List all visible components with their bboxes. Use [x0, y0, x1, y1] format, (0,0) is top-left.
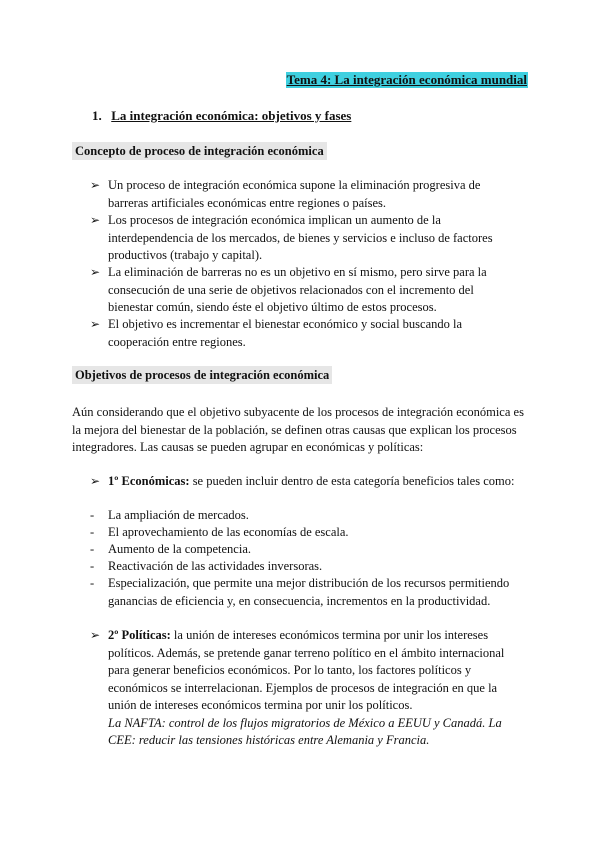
document-title: Tema 4: La integración económica mundial: [286, 72, 527, 87]
bullet-text: Un proceso de integración económica supone la eliminación progresiva de barreras artificiales económicas entre regiones o países.: [108, 178, 481, 210]
list-item-text: El aprovechamiento de las economías de escala.: [108, 525, 349, 539]
dash-bullet-icon: -: [90, 542, 95, 556]
list-item-text: La ampliación de mercados.: [108, 508, 249, 522]
dash-bullet-icon: -: [90, 559, 95, 573]
arrow-bullet-icon: ➢: [90, 178, 101, 192]
heading-number: 1.: [92, 108, 102, 123]
bullet-body: la unión de intereses económicos termina por unir los intereses políticos. Además, se pretende ganar terreno político en el ámbito internacional para generar beneficios económicos. Por lo tanto, los factores políticos y económicos se interrelacionan. Ejemplos de procesos de integración en que la unión de intereses económicos termina por unir los políticos.: [108, 628, 505, 712]
bullet-label: 1º Económicas:: [108, 474, 190, 488]
dash-bullet-icon: -: [90, 525, 95, 539]
subsection-heading-objetivos: Objetivos de procesos de integración económica: [72, 366, 332, 384]
arrow-bullet-icon: ➢: [90, 213, 101, 227]
list-item-text: Especialización, que permite una mejor distribución de los recursos permitiendo ganancias de eficiencia y, en consecuencia, incrementos en la productividad.: [108, 576, 510, 608]
bullet-body: se pueden incluir dentro de esta categoría beneficios tales como:: [189, 474, 515, 488]
bullet-text: [108, 473, 520, 491]
bullet-label: 2º Políticas:: [108, 628, 171, 642]
arrow-bullet-icon: ➢: [90, 628, 101, 642]
bullet-item: [90, 316, 520, 351]
bullet-politicas: [90, 627, 520, 750]
dash-bullet-icon: -: [90, 508, 95, 522]
bullet-text: La eliminación de barreras no es un objetivo en sí mismo, pero sirve para la consecución de una serie de objetivos relacionados con el incremento del bienestar común, siendo éste el objetivo último de estos procesos.: [108, 265, 487, 314]
arrow-bullet-icon: ➢: [90, 474, 101, 488]
examples-text: La NAFTA: control de los flujos migratorios de México a EEUU y Canadá. La CEE: reducir las tensiones históricas entre Alemania y Francia.: [108, 715, 502, 747]
list-item: [90, 507, 520, 525]
list-item-text: Aumento de la competencia.: [108, 542, 251, 556]
bullet-item: [90, 177, 520, 212]
dash-bullet-icon: -: [90, 576, 95, 590]
list-item: [90, 575, 520, 610]
bullet-text: Los procesos de integración económica implican un aumento de la interdependencia de los mercados, de bienes y servicios e incluso de factores productivos (trabajo y capital).: [108, 213, 493, 262]
bullet-text: El objetivo es incrementar el bienestar económico y social buscando la cooperación entre regiones.: [108, 317, 463, 349]
heading-text: La integración económica: objetivos y fases: [111, 108, 352, 123]
bullet-item: [90, 264, 520, 317]
bullet-text: [108, 627, 520, 750]
arrow-bullet-icon: ➢: [90, 265, 101, 279]
bullet-item: [90, 212, 520, 265]
subsection-heading-concepto: Concepto de proceso de integración económica: [72, 142, 327, 160]
bullet-economicas: [90, 473, 520, 491]
list-item: [90, 524, 520, 542]
section-heading: [92, 108, 351, 124]
arrow-bullet-icon: ➢: [90, 317, 101, 331]
list-item-text: Reactivación de las actividades inversoras.: [108, 559, 323, 573]
intro-paragraph: Aún considerando que el objetivo subyacente de los procesos de integración económica es la mejora del bienestar de la población, se definen otras causas que explican los procesos integradores. Las causas se pueden agrupar en económicas y políticas:: [72, 405, 524, 454]
list-item: [90, 541, 520, 559]
list-item: [90, 558, 520, 576]
